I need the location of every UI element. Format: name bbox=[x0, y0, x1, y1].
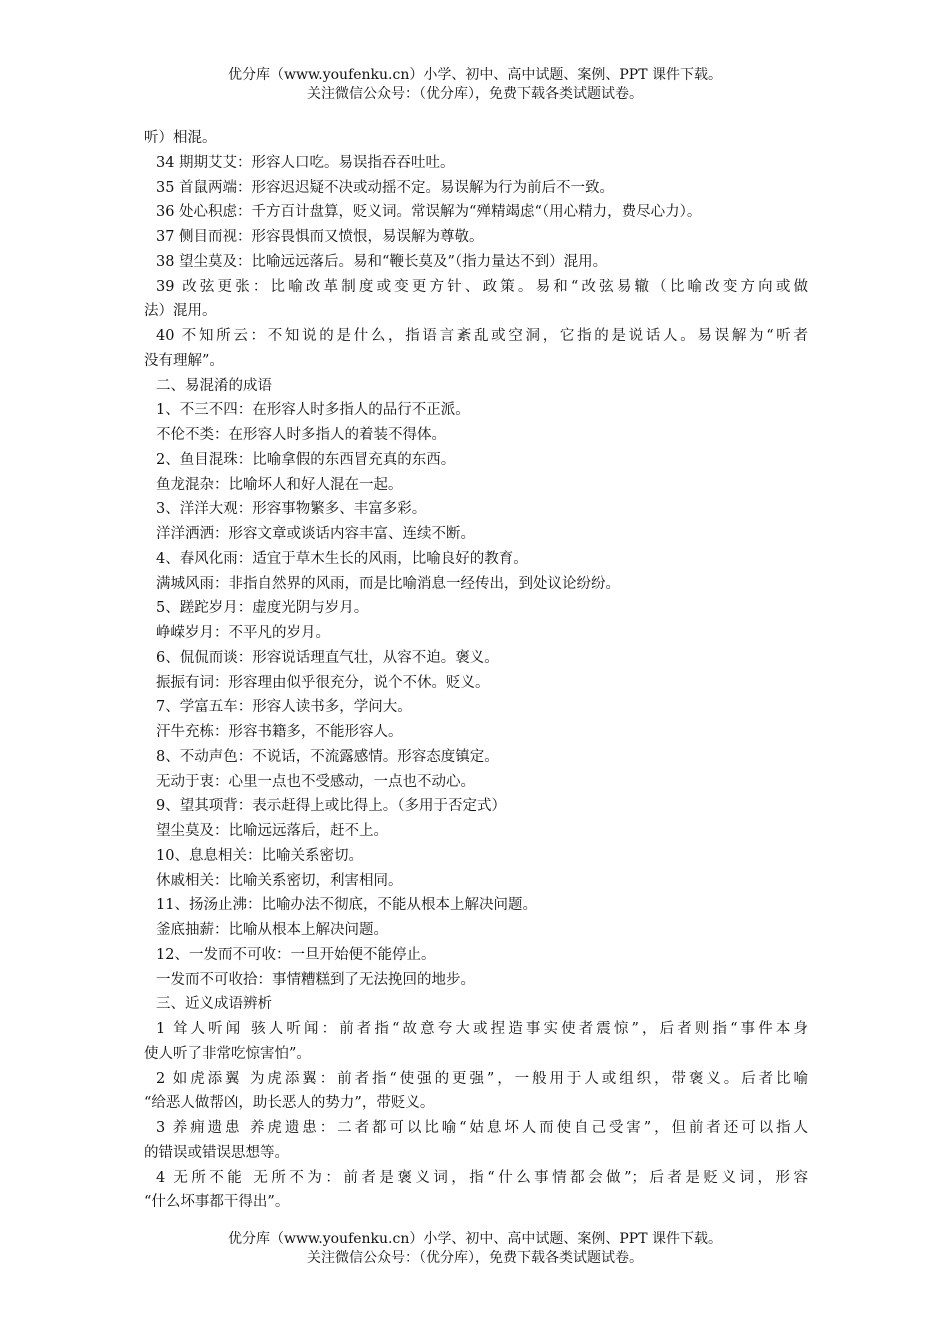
text-line: 2、鱼目混珠：比喻拿假的东西冒充真的东西。 bbox=[156, 451, 456, 468]
text-line: 6、侃侃而谈：形容说话理直气壮，从容不迫。褒义。 bbox=[156, 649, 499, 666]
text-line: 3、洋洋大观：形容事物繁多、丰富多彩。 bbox=[156, 501, 427, 518]
text-line: 不伦不类：在形容人时多指人的着装不得体。 bbox=[156, 427, 446, 443]
footer-line-1: 优分库（www.youfenku.cn）小学、初中、高中试题、案例、PPT 课件下载。 bbox=[227, 1231, 722, 1247]
document-body bbox=[144, 126, 808, 1215]
text-line: 39 改弦更张：比喻改革制度或变更方针、政策。易和“改弦易辙（比喻改变方向或做 bbox=[156, 278, 808, 295]
text-line: 36 处心积虑：千方百计盘算，贬义词。常误解为“殚精竭虑“（用心精力，费尽心力）。 bbox=[156, 204, 702, 221]
section-heading: 三、近义成语辨析 bbox=[156, 996, 272, 1013]
text-line: 汗牛充栋：形容书籍多，不能形容人。 bbox=[156, 724, 403, 740]
text-line: “什么坏事都干得出”。 bbox=[144, 1194, 290, 1211]
text-line: 一发而不可收拾：事情糟糕到了无法挽回的地步。 bbox=[156, 971, 475, 988]
text-line: 没有理解”。 bbox=[144, 352, 224, 369]
text-line: 5、蹉跎岁月：虚度光阴与岁月。 bbox=[156, 600, 369, 617]
text-line: 12、一发而不可收：一旦开始便不能停止。 bbox=[156, 946, 436, 963]
text-line: 鱼龙混杂：比喻坏人和好人混在一起。 bbox=[156, 476, 403, 493]
text-line: 8、不动声色：不说话，不流露感情。形容态度镇定。 bbox=[156, 748, 499, 765]
text-line: 使人听了非常吃惊害怕”。 bbox=[144, 1045, 311, 1062]
text-line: 洋洋洒洒：形容文章或谈话内容丰富、连续不断。 bbox=[156, 526, 475, 542]
text-line: 休戚相关：比喻关系密切，利害相同。 bbox=[156, 872, 403, 889]
text-line: 9、望其项背：表示赶得上或比得上。（多用于否定式） bbox=[156, 798, 506, 815]
text-line: 7、学富五车：形容人读书多，学问大。 bbox=[156, 699, 412, 716]
text-line: 4 无所不能 无所不为：前者是褒义词，指“什么事情都会做”；后者是贬义词，形容 bbox=[156, 1169, 808, 1186]
text-line: 40 不知所云：不知说的是什么，指语言紊乱或空洞，它指的是说话人。易误解为“听者 bbox=[156, 328, 808, 344]
text-line: 法）混用。 bbox=[144, 303, 217, 320]
text-line: 38 望尘莫及：比喻远远落后。易和“鞭长莫及”（指力量达不到）混用。 bbox=[156, 253, 608, 270]
text-line: 釜底抽薪：比喻从根本上解决问题。 bbox=[156, 922, 388, 938]
text-line: 37 侧目而视：形容畏惧而又愤恨，易误解为尊敬。 bbox=[156, 229, 484, 245]
header-line-2: 关注微信公众号：（优分库），免费下载各类试题试卷。 bbox=[307, 86, 643, 102]
text-line: 10、息息相关：比喻关系密切。 bbox=[156, 847, 363, 864]
footer-line-2: 关注微信公众号：（优分库），免费下载各类试题试卷。 bbox=[307, 1250, 643, 1266]
page-footer bbox=[0, 1230, 950, 1268]
text-line: 的错误或错误思想等。 bbox=[144, 1144, 289, 1161]
section-heading: 二、易混淆的成语 bbox=[156, 377, 272, 394]
text-line: 1 耸人听闻 骇人听闻：前者指“故意夸大或捏造事实使者震惊”，后者则指“事件本身 bbox=[156, 1021, 808, 1037]
text-line: 振振有词：形容理由似乎很充分，说个不休。贬义。 bbox=[156, 674, 490, 691]
text-line: 3 养痈遗患 养虎遗患：二者都可以比喻“姑息坏人而使自己受害”，但前者还可以指人 bbox=[156, 1120, 808, 1136]
text-line: 4、春风化雨：适宜于草木生长的风雨，比喻良好的教育。 bbox=[156, 550, 528, 567]
header-line-1: 优分库（www.youfenku.cn）小学、初中、高中试题、案例、PPT 课件下载。 bbox=[227, 67, 722, 83]
page-header bbox=[0, 66, 950, 104]
text-line: 听）相混。 bbox=[144, 130, 217, 146]
text-line: 2 如虎添翼 为虎添翼：前者指“使强的更强”，一般用于人或组织，带褒义。后者比喻 bbox=[156, 1070, 808, 1087]
text-line: 无动于衷：心里一点也不受感动，一点也不动心。 bbox=[156, 773, 475, 790]
text-line: 望尘莫及：比喻远远落后，赶不上。 bbox=[156, 823, 388, 839]
text-line: 1、不三不四：在形容人时多指人的品行不正派。 bbox=[156, 402, 470, 419]
text-line: 35 首鼠两端：形容迟迟疑不决或动摇不定。易误解为行为前后不一致。 bbox=[156, 179, 615, 196]
text-line: 峥嵘岁月：不平凡的岁月。 bbox=[156, 625, 330, 641]
text-line: 34 期期艾艾：形容人口吃。易误指吞吞吐吐。 bbox=[156, 154, 455, 171]
text-line: “给恶人做帮凶，助长恶人的势力”，带贬义。 bbox=[144, 1095, 435, 1112]
text-line: 满城风雨：非指自然界的风雨，而是比喻消息一经传出，到处议论纷纷。 bbox=[156, 575, 620, 592]
text-line: 11、扬汤止沸：比喻办法不彻底，不能从根本上解决问题。 bbox=[156, 897, 537, 914]
